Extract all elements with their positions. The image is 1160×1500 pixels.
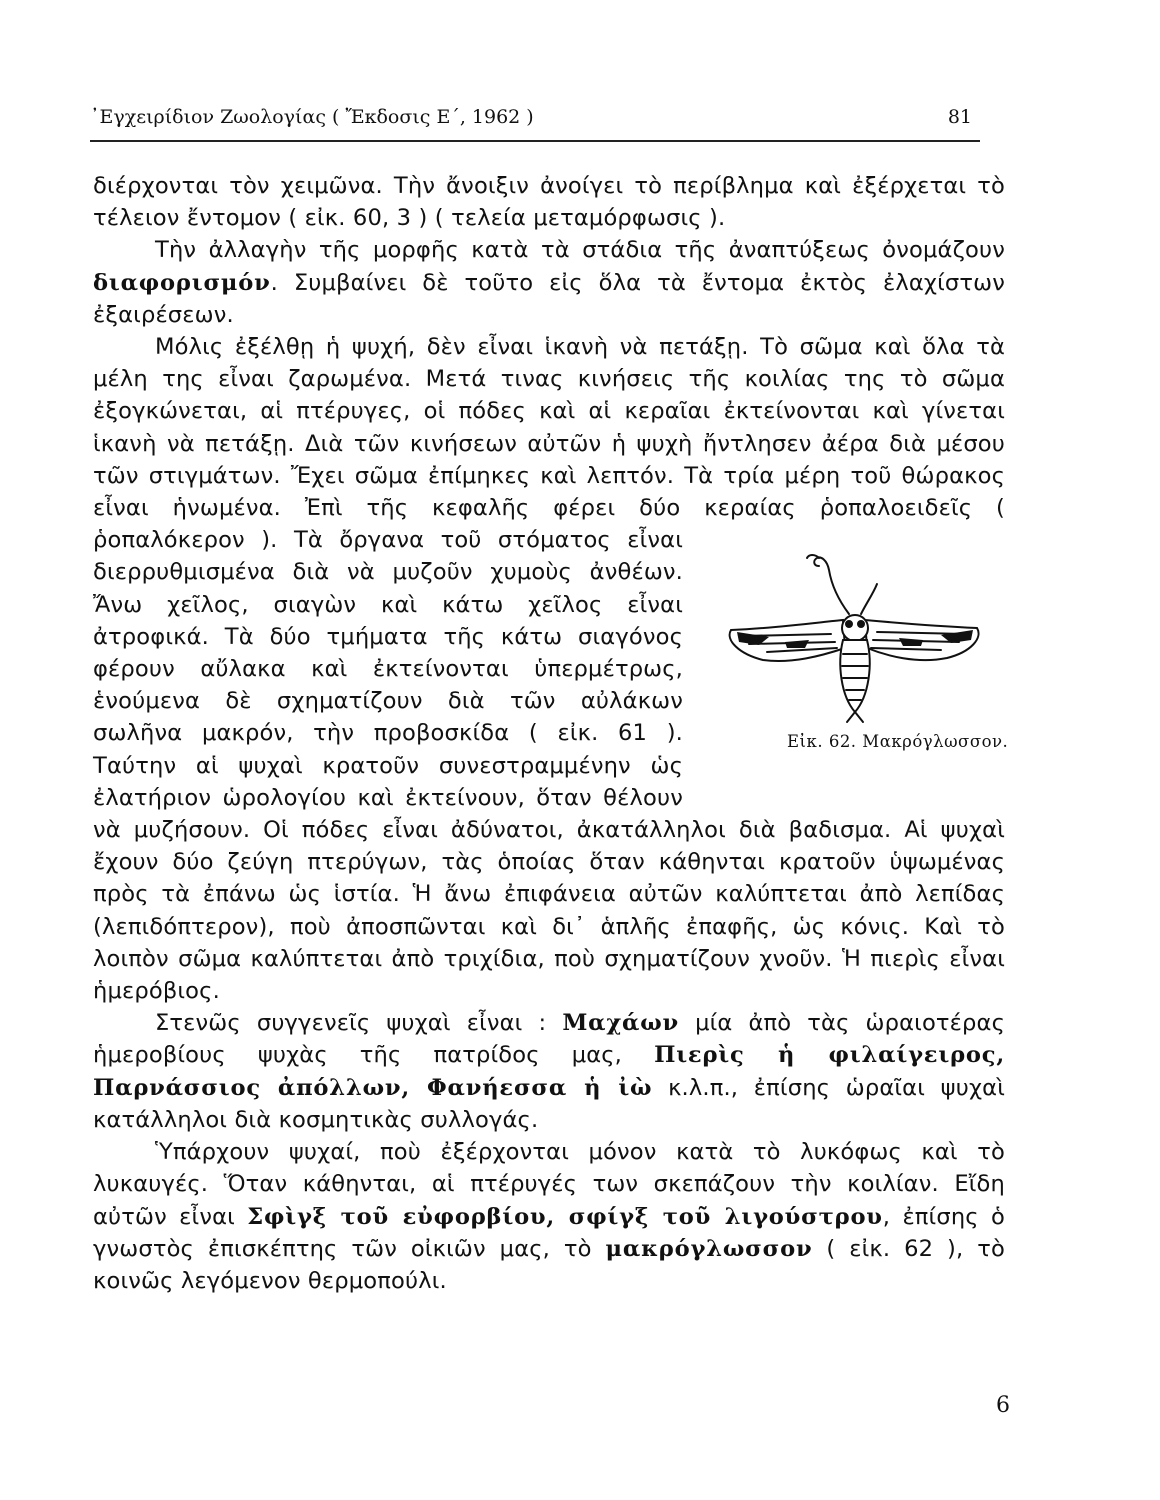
- moth-illustration-icon: [709, 536, 1005, 726]
- term-makroglosson: μακρόγλωσσον: [605, 1235, 813, 1262]
- body-text: [93, 170, 1009, 1297]
- paragraph-3: [93, 331, 1009, 1007]
- term-diaforismos: διαφορισμόν: [93, 269, 271, 296]
- paragraph-4-text-c: κ.λ.π., ἐπίσης ὡραῖαι ψυχαὶ κατάλληλοι διὰ κοσμητικὰς συλλογάς.: [93, 1074, 1005, 1133]
- paragraph-5-text-a: Ὑπάρχουν ψυχαί, ποὺ ἐξέρχονται μόνον κατὰ τὸ λυκόφως καὶ τὸ λυκαυγές. Ὅταν κάθηνται, αἱ πτέρυγές των σκεπάζουν τὴν κοιλίαν. Εἴδη αὐτῶν εἶναι: [93, 1139, 1005, 1230]
- paragraph-1-text: διέρχονται τὸν χειμῶνα. Τὴν ἄνοιξιν ἀνοίγει τὸ περίβλημα καὶ ἐξέρχεται τὸ τέλειον ἔντομον ( εἰκ. 60, 3 ) ( τελεία μεταμόρφωσις ).: [93, 173, 1005, 232]
- running-header: [90, 100, 980, 142]
- paragraph-4-text-a: Στενῶς συγγενεῖς ψυχαὶ εἶναι :: [155, 1010, 547, 1037]
- term-butterfly-species: Πιερὶς ἡ φιλαίγειρος, Παρνάσσιος ἀπόλλων, Φανήεσσα ἡ ἰὼ: [93, 1042, 1005, 1101]
- paragraph-2: [93, 234, 1005, 331]
- paragraph-5: [93, 1136, 1005, 1297]
- paragraph-3-text-b: Τὰ ὄργανα τοῦ στόματος εἶναι διερρυθμισμένα διὰ νὰ μυζοῦν χυμοὺς ἀνθέων. Ἄνω χεῖλος, σιαγὼν καὶ κάτω χεῖλος εἶναι ἀτροφικά. Τὰ δύο τμήματα τῆς κάτω σιαγόνος φέρουν αὔλακα καὶ ἐκτείνονται ὑπερμέτρως, ἑνούμενα δὲ σχηματίζουν διὰ τῶν αὐλάκων σωλῆνα μακρόν, τὴν προβοσκίδα ( εἰκ. 61 ). Ταύτην αἱ ψυχαὶ κρατοῦν συνεστραμμένην ὡς ἐλατήριον ὡρολογίου καὶ ἐκτείνουν, ὅταν θέλουν νὰ μυζήσουν. Οἱ πόδες εἶναι ἀδύνατοι, ἀκατάλληλοι διὰ βαδισμα. Αἱ ψυχαὶ ἔχουν δύο ζεύγη πτερύγων, τὰς ὁποίας ὅταν κάθηνται κρατοῦν ὑψωμένας πρὸς τὰ ἐπάνω ὡς ἱστία. Ἡ ἄνω ἐπιφάνεια αὐτῶν καλύπτεται ἀπὸ λεπίδας (λεπιδόπτερον), ποὺ ἀποσπῶνται καὶ δι᾿ ἁπλῆς ἐπαφῆς, ὡς κόνις. Καὶ τὸ λοιπὸν σῶμα καλύπτεται ἀπὸ τριχίδια, ποὺ σχηματίζουν χνοῦν. Ἡ πιερὶς εἶναι ἡμερόβιος.: [93, 527, 1005, 1005]
- header-title: ᾿Εγχειρίδιον Ζωολογίας ( Ἔκδοσις Ε΄, 1962 ): [90, 106, 534, 128]
- figure-caption: Εἰκ. 62. Μακρόγλωσσον.: [787, 732, 1009, 752]
- printer-signature: 6: [996, 1393, 1010, 1418]
- paragraph-4: [93, 1007, 1005, 1136]
- paragraph-2-text-b: . Συμβαίνει δὲ τοῦτο εἰς ὅλα τὰ ἔντομα ἐκτὸς ἐλαχίστων ἐξαιρέσεων.: [93, 269, 1005, 328]
- paragraph-5-text-c: ( εἰκ. 62 ), τὸ κοινῶς λεγόμενον θερμοπούλι.: [93, 1235, 1005, 1294]
- paragraph-4-text-b: μία ἀπὸ τὰς ὡραιοτέρας ἡμεροβίους ψυχὰς τῆς πατρίδος μας,: [93, 1010, 1005, 1069]
- term-sphinx-species: Σφὶγξ τοῦ εὐφορβίου, σφίγξ τοῦ λιγούστρου: [247, 1203, 883, 1230]
- paragraph-1: [93, 170, 1005, 234]
- paragraph-2-text-a: Τὴν ἀλλαγὴν τῆς μορφῆς κατὰ τὰ στάδια τῆς ἀναπτύξεως ὀνομάζουν: [155, 237, 1005, 264]
- paragraph-3-text-a: Μόλις ἐξέλθῃ ἡ ψυχή, δὲν εἶναι ἱκανὴ νὰ πετάξῃ. Τὸ σῶμα καὶ ὅλα τὰ μέλη της εἶναι ζαρωμένα. Μετά τινας κινήσεις τῆς κοιλίας της τὸ σῶμα ἐξογκώνεται, αἱ πτέρυγες, οἱ πόδες καὶ αἱ κεραῖαι ἐκτείνονται καὶ γίνεται ἱκανὴ νὰ πετάξῃ. Διὰ τῶν κινήσεων αὐτῶν ἡ ψυχὴ ἤντλησεν ἀέρα διὰ μέσου τῶν στιγμάτων. Ἔχει σῶμα ἐπίμηκες καὶ λεπτόν. Τὰ τρία μέρη τοῦ θώρακος εἶναι ἡνωμένα. Ἐπὶ τῆς κεφαλῆς φέρει δύο κεραίας ῥοπαλοειδεῖς ( ῥοπαλόκερον ).: [93, 334, 1005, 554]
- term-machaon: Μαχάων: [562, 1010, 679, 1037]
- paragraph-5-text-b: , ἐπίσης ὁ γνωστὸς ἐπισκέπτης τῶν οἰκιῶν μας, τὸ: [93, 1203, 1005, 1262]
- figure-62: [709, 536, 1009, 798]
- page-number: 81: [947, 106, 972, 128]
